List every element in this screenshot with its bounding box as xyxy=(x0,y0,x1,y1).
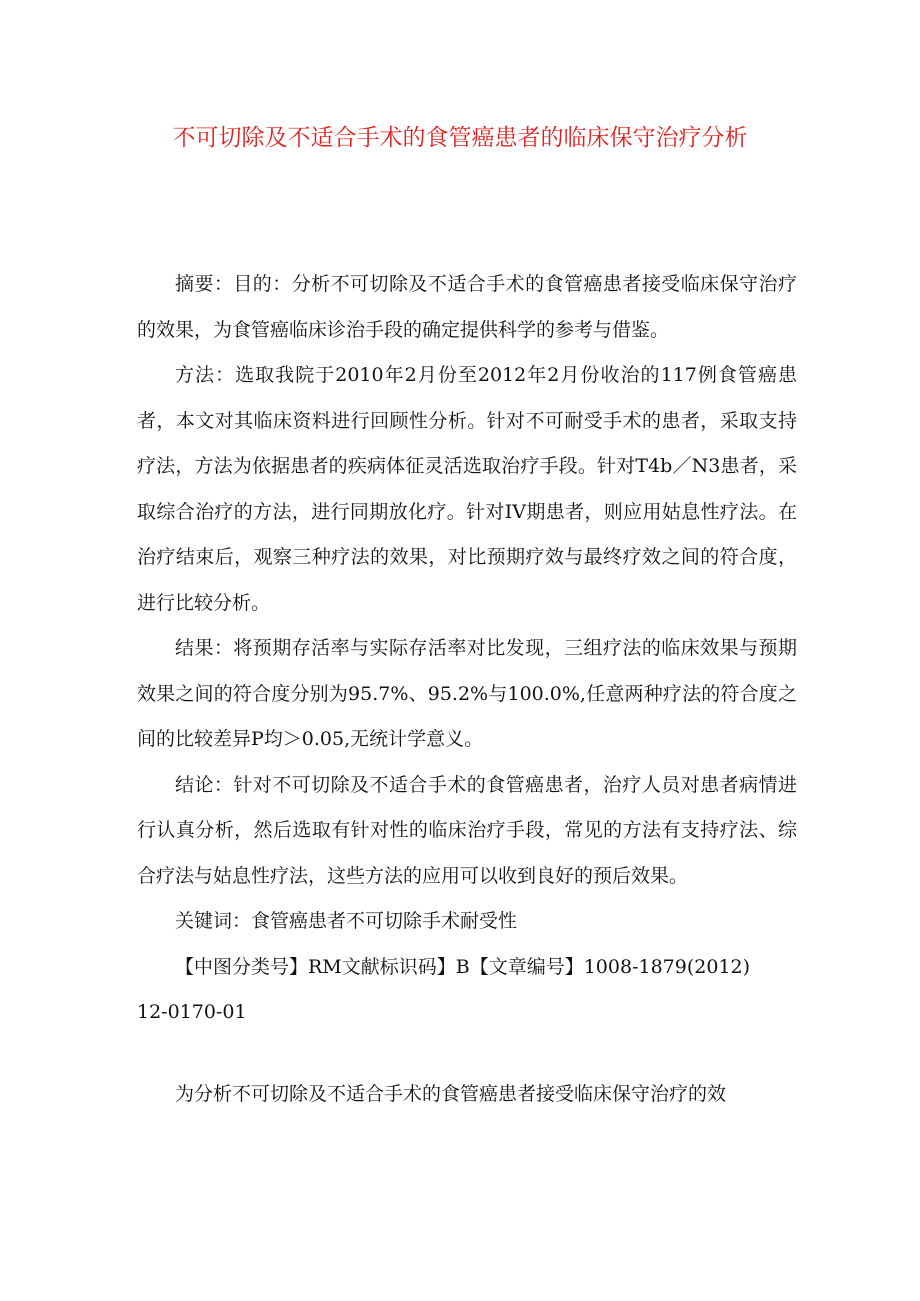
article-number-line: 12-0170-01 xyxy=(137,1001,247,1023)
results-paragraph: 结果：将预期存活率与实际存活率对比发现，三组疗法的临床效果与预期效果之间的符合度分别为95.7%、95.2%与100.0%,任意两种疗法的符合度之间的比较差异P均＞0.05,无统计学意义。 xyxy=(137,637,797,750)
methods-paragraph: 方法：选取我院于2010年2月份至2012年2月份收治的117例食管癌患者，本文对其临床资料进行回顾性分析。针对不可耐受手术的患者，采取支持疗法，方法为依据患者的疾病体征灵活选取治疗手段。针对T4b／N3患者，采取综合治疗的方法，进行同期放化疗。针对IV期患者，则应用姑息性疗法。在治疗结束后，观察三种疗法的效果，对比预期疗效与最终疗效之间的符合度，进行比较分析。 xyxy=(137,364,797,614)
keywords-paragraph: 关键词：食管癌患者不可切除手术耐受性 xyxy=(175,910,518,932)
paragraph-gap xyxy=(137,1036,797,1072)
classification-line: 【中图分类号】RM文献标识码】B【文章编号】1008-1879(2012) xyxy=(175,955,751,978)
document-body xyxy=(137,262,797,1117)
document-title: 不可切除及不适合手术的食管癌患者的临床保守治疗分析 xyxy=(172,125,748,151)
abstract-paragraph: 摘要：目的：分析不可切除及不适合手术的食管癌患者接受临床保守治疗的效果，为食管癌临床诊治手段的确定提供科学的参考与借鉴。 xyxy=(137,273,797,341)
conclusion-paragraph: 结论：针对不可切除及不适合手术的食管癌患者，治疗人员对患者病情进行认真分析，然后选取有针对性的临床治疗手段，常见的方法有支持疗法、综合疗法与姑息性疗法，这些方法的应用可以收到良好的预后效果。 xyxy=(137,773,797,887)
intro-paragraph: 为分析不可切除及不适合手术的食管癌患者接受临床保守治疗的效 xyxy=(175,1082,727,1105)
